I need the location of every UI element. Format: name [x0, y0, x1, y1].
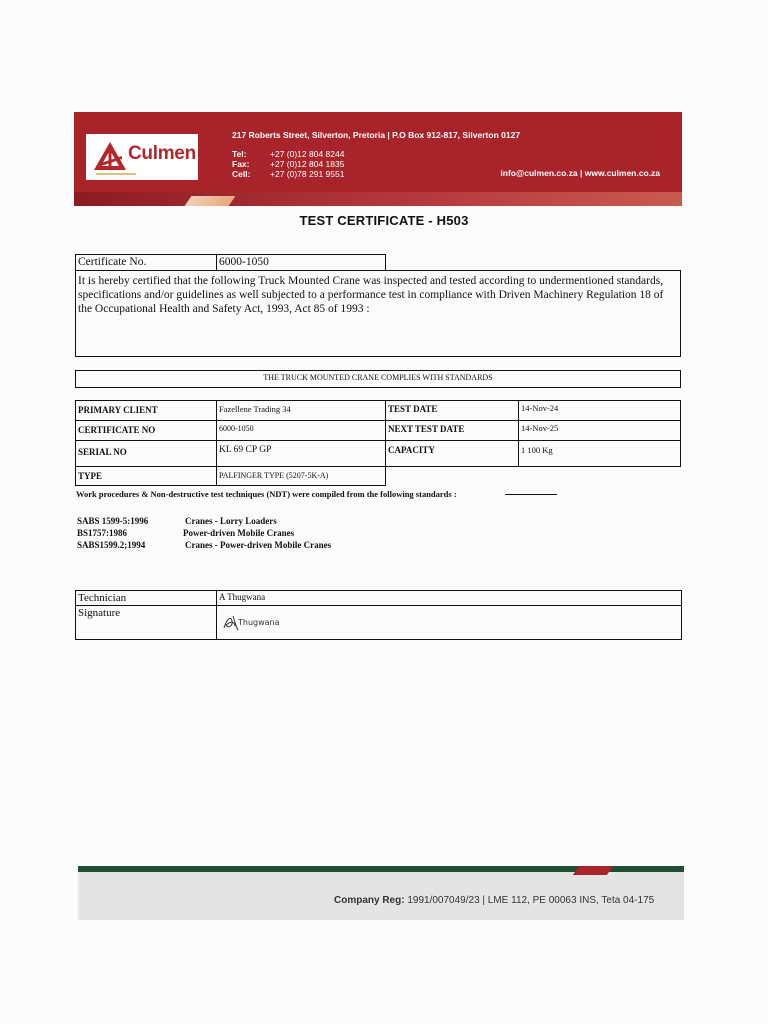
- standard-code: BS1757:1986: [77, 528, 128, 538]
- type-value: PALFINGER TYPE (5207-5K-A): [219, 471, 329, 480]
- company-reg-label: Company Reg:: [334, 895, 405, 906]
- next-test-date-label: NEXT TEST DATE: [388, 424, 465, 434]
- cell-number: +27 (0)78 291 9551: [270, 169, 345, 179]
- type-label: TYPE: [78, 471, 103, 481]
- cell-row: [232, 169, 344, 179]
- certificate-number-label: Certificate No.: [78, 256, 147, 268]
- tel-label: Tel:: [232, 149, 247, 159]
- capacity-label-cell: [385, 440, 519, 467]
- test-date-label: TEST DATE: [388, 404, 438, 414]
- certification-statement-cell: [75, 270, 681, 357]
- company-registration: [334, 895, 654, 906]
- tel-number: +27 (0)12 804 8244: [270, 149, 345, 159]
- certification-statement: It is hereby certified that the following Truck Mounted Crane was inspected and tested according to undermentioned standards, specifications and/or guidelines as well subjected to a performance test in compliance with Driven Machinery Regulation 18 of the Occupational Health and Safety Act, 1993, Act 85 of 1993 :: [78, 275, 664, 315]
- certificate-no-label-cell: [75, 420, 217, 441]
- type-value-cell: [216, 466, 386, 486]
- next-test-date-value-cell: [518, 420, 681, 441]
- standard-description: Power-driven Mobile Cranes: [183, 528, 295, 538]
- type-label-cell: [75, 466, 217, 486]
- technician-name: A Thugwana: [219, 592, 266, 602]
- fax-label: Fax:: [232, 159, 250, 169]
- company-logo: [86, 134, 198, 180]
- technician-label-cell: [75, 590, 217, 606]
- standard-code: SABS 1599-5:1996: [77, 516, 149, 526]
- standards-underline: [505, 494, 557, 495]
- fax-number: +27 (0)12 804 1835: [270, 159, 345, 169]
- signature-text: Thugwana: [238, 618, 280, 627]
- certificate-number-value-cell: [216, 254, 386, 271]
- serial-no-value: KL 69 CP GP: [219, 445, 272, 455]
- standard-description: Cranes - Power-driven Mobile Cranes: [185, 540, 332, 550]
- primary-client-value-cell: [216, 400, 386, 421]
- primary-client-label: PRIMARY CLIENT: [78, 405, 158, 415]
- document-title: TEST CERTIFICATE - H503: [299, 213, 469, 228]
- signature-cell: [216, 605, 682, 640]
- certificate-number-value: 6000-1050: [219, 256, 269, 268]
- test-date-value: 14-Nov-24: [521, 403, 559, 413]
- signature-image-icon: [221, 612, 291, 634]
- tel-row: [232, 149, 344, 159]
- cell-label: Cell:: [232, 169, 251, 179]
- serial-no-label: SERIAL NO: [78, 447, 127, 457]
- capacity-label: CAPACITY: [388, 445, 435, 455]
- capacity-value: 1 100 Kg: [521, 445, 553, 455]
- letterhead-banner: [74, 112, 682, 206]
- certificate-no-label: CERTIFICATE NO: [78, 425, 156, 435]
- certificate-no-value-cell: [216, 420, 386, 441]
- test-date-label-cell: [385, 400, 519, 421]
- signature-label: Signature: [78, 607, 121, 619]
- signature-label-cell: [75, 605, 217, 640]
- logo-underline: [96, 173, 136, 175]
- header-accent-stripe: [184, 196, 235, 206]
- company-reg-text: 1991/007049/23 | LME 112, PE 00063 INS, Teta 04-175: [407, 895, 655, 906]
- footer-accent-stripe: [573, 866, 613, 875]
- logo-text: Culmen: [128, 143, 196, 164]
- crane-logo-icon: [92, 140, 128, 174]
- complies-banner-cell: [75, 370, 681, 388]
- serial-no-label-cell: [75, 440, 217, 467]
- next-test-date-value: 14-Nov-25: [521, 423, 559, 433]
- serial-no-value-cell: [216, 440, 386, 467]
- company-address: 217 Roberts Street, Silverton, Pretoria | P.O Box 912-817, Silverton 0127: [232, 130, 521, 140]
- primary-client-label-cell: [75, 400, 217, 421]
- technician-label: Technician: [78, 592, 127, 604]
- certificate-number-label-cell: [75, 254, 217, 271]
- primary-client-value: Fazellene Trading 34: [219, 404, 291, 414]
- next-test-date-label-cell: [385, 420, 519, 441]
- fax-row: [232, 159, 344, 169]
- complies-statement: THE TRUCK MOUNTED CRANE COMPLIES WITH STANDARDS: [263, 373, 493, 382]
- test-date-value-cell: [518, 400, 681, 421]
- email-website: info@culmen.co.za | www.culmen.co.za: [500, 168, 660, 178]
- technician-value-cell: [216, 590, 682, 606]
- certificate-no-value: 6000-1050: [219, 424, 254, 433]
- standard-code: SABS1599.2;1994: [77, 540, 146, 550]
- standards-intro: Work procedures & Non-destructive test techniques (NDT) were compiled from the following standards :: [76, 489, 457, 499]
- capacity-value-cell: [518, 440, 681, 467]
- standard-description: Cranes - Lorry Loaders: [185, 516, 277, 526]
